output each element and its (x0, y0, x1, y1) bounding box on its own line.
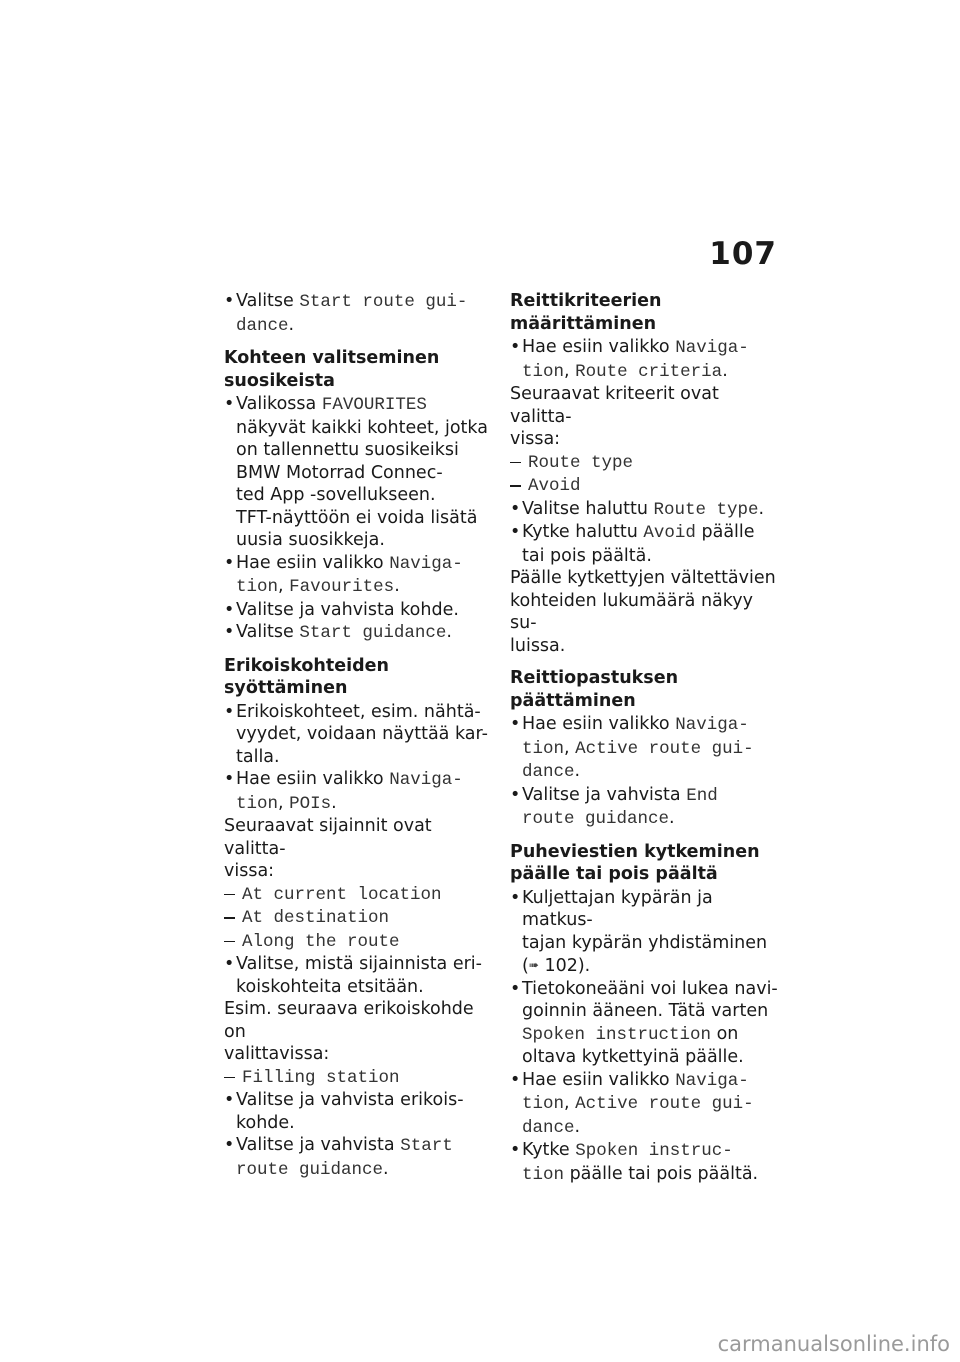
section-heading: Puheviestien kytkeminen päälle tai pois päältä (510, 841, 760, 884)
list-item: • Valitse ja vahvista erikois- kohde. (224, 1089, 492, 1134)
list-item: • Valitse, mistä sijainnista eri- koiskohteita etsitään. (224, 953, 492, 998)
list-item: • Valitse ja vahvista End route guidance. (510, 784, 778, 831)
list-item: • Hae esiin valikko Naviga- tion, Route criteria. (510, 336, 778, 383)
left-column (224, 290, 492, 1181)
list-item: • Kytke haluttu Avoid päälle tai pois päältä. (510, 521, 778, 567)
list-item: • Valitse ja vahvista Start route guidance. (224, 1134, 492, 1181)
list-item: • Hae esiin valikko Naviga- tion, Active route gui- dance. (510, 713, 778, 784)
page-number: 107 (709, 236, 777, 272)
list-item: • Valitse ja vahvista kohde. (224, 599, 492, 622)
right-column (510, 290, 778, 1186)
section-heading: Reittikriteerien määrittäminen (510, 291, 662, 334)
list-item: • Hae esiin valikko Naviga- tion, Active route gui- dance. (510, 1069, 778, 1140)
list-item: • Hae esiin valikko Naviga- tion, Favourites. (224, 552, 492, 599)
section-heading: Reittiopastuksen päättäminen (510, 668, 679, 711)
paragraph: Esim. seuraava erikoiskohde on valittavissa: (224, 999, 474, 1064)
paragraph: Seuraavat sijainnit ovat valitta- vissa: (224, 816, 432, 881)
list-item: • Tietokoneääni voi lukea navi- goinnin ääneen. Tätä varten Spoken instruction on oltava kytkettyinä päälle. (510, 978, 778, 1069)
option-item: Along the route (224, 930, 492, 954)
list-item: • Valitse haluttu Route type. (510, 498, 778, 522)
right-arrow-icon: ➠ (528, 958, 539, 972)
list-item: • Valikossa FAVOURITES näkyvät kaikki kohteet, jotka on tallennettu suosikeiksi BMW Motorrad Connec- ted App -sovellukseen. TFT-näyttöön ei voida lisätä uusia suosikkeja. (224, 393, 492, 552)
option-item: Route type (510, 451, 778, 475)
paragraph: Seuraavat kriteerit ovat valitta- vissa: (510, 384, 719, 449)
list-item: • Kuljettajan kypärän ja matkus- tajan kypärän yhdistäminen (➠ 102). (510, 887, 778, 978)
page-reference[interactable]: 102 (538, 956, 578, 976)
list-item: • Hae esiin valikko Naviga- tion, POIs. (224, 768, 492, 815)
paragraph: Päälle kytkettyjen vältettävien kohteiden lukumäärä näkyy su- luissa. (510, 568, 776, 656)
option-item: Avoid (510, 474, 778, 498)
watermark-link[interactable]: carmanualsonline.info (717, 1332, 950, 1356)
option-item: At current location (224, 883, 492, 907)
section-heading: Kohteen valitseminen suosikeista (224, 348, 440, 391)
list-item: • Erikoiskohteet, esim. nähtä- vyydet, voidaan näyttää kar- talla. (224, 701, 492, 769)
list-item: • Kytke Spoken instruc- tion päälle tai pois päältä. (510, 1139, 778, 1186)
list-item: • Valitse Start route gui- dance. (224, 290, 492, 337)
list-item: • Valitse Start guidance. (224, 621, 492, 645)
section-heading: Erikoiskohteiden syöttäminen (224, 655, 389, 698)
option-item: Filling station (224, 1066, 492, 1090)
option-item: At destination (224, 906, 492, 930)
